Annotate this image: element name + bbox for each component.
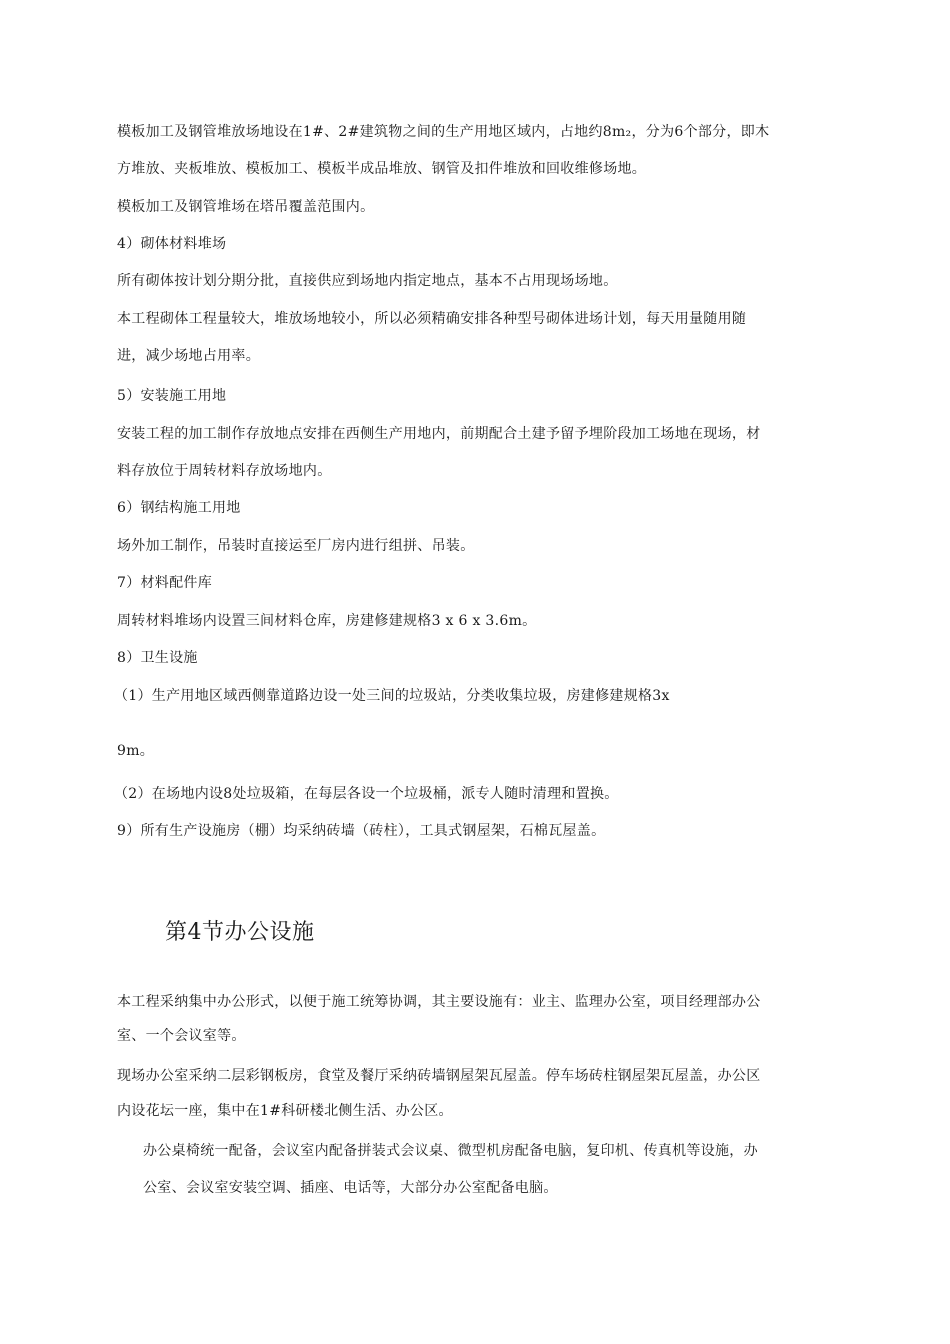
- paragraph-line: 9m。: [117, 743, 155, 759]
- paragraph-line: 本工程采纳集中办公形式，以便于施工统筹协调，其主要设施有：业主、监理办公室，项目经理部办公: [117, 994, 761, 1010]
- list-heading: 4）砌体材料堆场: [117, 236, 227, 252]
- paragraph-line: （2）在场地内设8处垃圾箱，在每层各设一个垃圾桶，派专人随时清理和置换。: [114, 786, 619, 802]
- paragraph-line: 所有砌体按计划分期分批，直接供应到场地内指定地点，基本不占用现场场地。: [117, 273, 618, 289]
- paragraph-line: （1）生产用地区域西侧靠道路边设一处三间的垃圾站，分类收集垃圾，房建修建规格3x: [114, 688, 670, 704]
- paragraph-line: 本工程砌体工程量较大，堆放场地较小，所以必须精确安排各种型号砌体进场计划，每天用量随用随: [117, 311, 747, 327]
- paragraph-line: 模板加工及钢管堆场在塔吊覆盖范围内。: [117, 199, 375, 215]
- paragraph-line: 进，减少场地占用率。: [117, 348, 260, 364]
- paragraph-line: 公室、会议室安装空调、插座、电话等，大部分办公室配备电脑。: [143, 1180, 558, 1196]
- paragraph-line: 周转材料堆场内设置三间材料仓库，房建修建规格3 x 6 x 3.6m。: [117, 613, 537, 629]
- list-heading: 8）卫生设施: [117, 650, 198, 666]
- section-heading: 第4节办公设施: [165, 920, 315, 945]
- paragraph-line: 场外加工制作，吊装时直接运至厂房内进行组拼、吊装。: [117, 538, 475, 554]
- paragraph-line: 安装工程的加工制作存放地点安排在西侧生产用地内，前期配合土建予留予埋阶段加工场地在现场，材: [117, 426, 761, 442]
- paragraph-line: 室、一个会议室等。: [117, 1028, 246, 1044]
- list-heading: 5）安装施工用地: [117, 388, 227, 404]
- list-heading: 7）材料配件库: [117, 575, 213, 591]
- paragraph-line: 模板加工及钢管堆放场地设在1#、2#建筑物之间的生产用地区域内，占地约8m₂，分为6个部分，即木: [117, 124, 770, 140]
- paragraph-line: 9）所有生产设施房（棚）均采纳砖墙（砖柱），工具式钢屋架，石棉瓦屋盖。: [117, 823, 606, 839]
- paragraph-line: 料存放位于周转材料存放场地内。: [117, 463, 332, 479]
- list-heading: 6）钢结构施工用地: [117, 500, 241, 516]
- paragraph-line: 方堆放、夹板堆放、模板加工、模板半成品堆放、钢管及扣件堆放和回收维修场地。: [117, 161, 647, 177]
- paragraph-line: 现场办公室采纳二层彩钢板房，食堂及餐厅采纳砖墙钢屋架瓦屋盖。停车场砖柱钢屋架瓦屋盖，办公区: [117, 1068, 761, 1084]
- paragraph-line: 办公桌椅统一配备，会议室内配备拼装式会议桌、微型机房配备电脑，复印机、传真机等设施，办: [143, 1143, 758, 1159]
- paragraph-line: 内设花坛一座，集中在1#科研楼北侧生活、办公区。: [117, 1103, 453, 1119]
